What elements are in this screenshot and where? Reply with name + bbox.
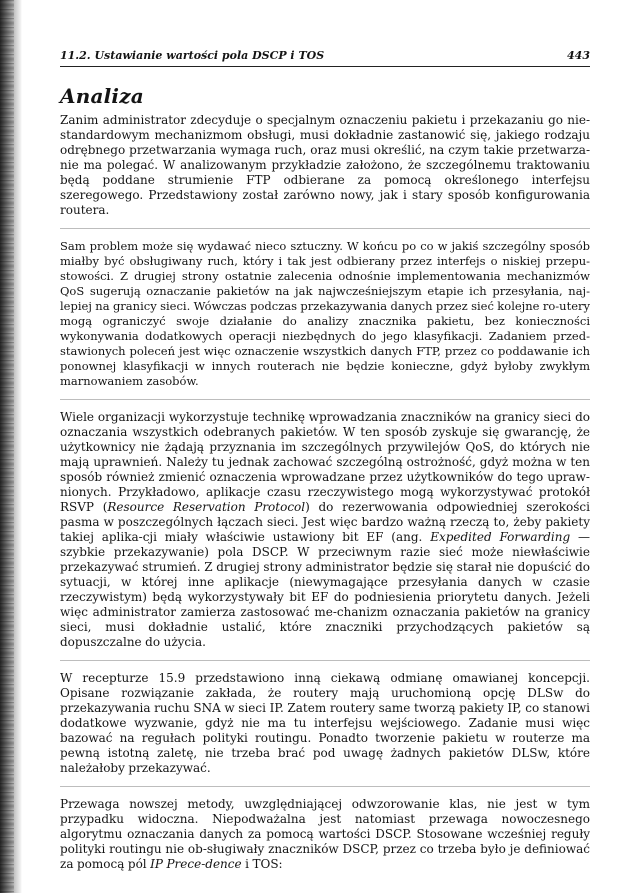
paragraph-dlsw: W recepturze 15.9 przedstawiono inną ciekawą odmianę omawianej koncepcji. Opisane rozwiązanie zakłada, że routery mają uruchomioną opcję DLSw do przekazywania ruchu SNA w sieci IP. Zatem routery same tworzą pakiety IP, co stanowi dodatkowe wyzwanie, gdyż nie ma tu interfejsu wejściowego. Zadanie musi więc bazować na regułach polityki routingu. Ponadto tworzenie pakietu w routerze ma pewną istotną zaletę, nie trzeba brać pod uwagę żadnych pakietów DLSw, które należałoby przekazywać.: [60, 671, 590, 775]
text-run-italic: Resource Reservation Protocol: [107, 500, 306, 514]
paragraph-intro: Zanim administrator zdecyduje o specjalnym oznaczeniu pakietu i przekazaniu go nie-standardowym mechanizmom obsługi, musi dokładnie zastanowić się, jakiego rodzaju odrębnego przetwarzania wymaga ruch, oraz musi określić, na czym takie przetwarza-nie ma polegać. W analizowanym przykładzie założono, że szczególnemu traktowaniu będą poddane strumienie FTP odbierane za pomocą określonego interfejsu szeregowego. Przedstawiony został zarówno nowy, jak i stary sposób konfigurowania routera.: [60, 113, 590, 217]
text-run: i TOS:: [241, 857, 283, 871]
text-run: — szybkie przekazywanie) pola DSCP. W przeciwnym razie sieć może niewłaściwie przekazywać strumień. Z drugiej strony administrator będzie się starał nie dopuścić do sytuacji, w której inne aplikacje (niewymagające przesyłania danych w czasie rzeczywistym) będą wykorzystywały bit EF do podniesienia priorytetu danych. Jeżeli więc administrator zamierza zastosować me-chanizm oznaczania pakietów na granicy sieci, musi dokładnie ustalić, które znaczniki przychodzących pakietów są dopuszczalne do użycia.: [60, 530, 590, 649]
text-run: Wiele organizacji wykorzystuje technikę wprowadzania znaczników na granicy sieci do oznaczania wszystkich odebranych pakietów. W ten sposób zyskuje się gwarancję, że użytkownicy nie żądają przyznania im szczególnych przywilejów QoS, do których nie mają uprawnień. Należy tu jednak zachować szczególną ostrożność, gdyż można w ten sposób również zmienić oznaczenia wprowadzane przez użytkowników do tego upraw-nionych. Przykładowo, aplikacje czasu rzeczywistego mogą wykorzystywać protokół RSVP (: [60, 410, 590, 514]
header-page-number: 443: [567, 49, 590, 62]
paragraph-dscp: [60, 797, 590, 872]
text-run: Przewaga nowszej metody, uwzględniającej odwzorowanie klas, nie jest w tym przypadku widoczna. Niepodważalna jest natomiast przewaga nowoczesnego algorytmu oznaczania danych za pomocą wartości DSCP. Stosowane wcześniej reguły polityki routingu nie ob-sługiwały znaczników DSCP, przez co trzeba było je definiować za pomocą pól: [60, 797, 590, 871]
paragraph-divider: [60, 399, 590, 400]
text-run: ) do rezerwowania odpowiedniej szerokości pasma w poszczególnych łączach sieci. Jest więc bardzo ważną rzeczą to, żeby pakiety takiej aplika-cji miały właściwie ustawiony bit EF (ang.: [60, 500, 590, 544]
paragraph-edge-marking: [60, 410, 590, 650]
section-title: Analiza: [60, 84, 144, 108]
page-body: [60, 113, 590, 872]
paragraph-divider: [60, 660, 590, 661]
text-run-italic: IP Prece-dence: [150, 857, 242, 871]
paragraph-problem: Sam problem może się wydawać nieco sztuczny. W końcu po co w jakiś szczególny sposób miałby być obsługiwany ruch, który i tak jest odbierany przez interfejs o niskiej przepu-stowości. Z drugiej strony ostatnie zalecenia odnośnie implementowania mechanizmów QoS sugerują oznaczanie pakietów na jak najwcześniejszym etapie ich przesyłania, naj-lepiej na granicy sieci. Wówczas podczas przekazywania danych przez sieć kolejne ro-utery mogą ograniczyć swoje działanie do analizy znacznika pakietu, bez konieczności wykonywania dodatkowych operacji niezbędnych do jego klasyfikacji. Zadaniem przed-stawionych poleceń jest więc oznaczenie wszystkich danych FTP, przez co poddawanie ich ponownej klasyfikacji w innych routerach nie będzie konieczne, gdyż byłoby zwykłym marnowaniem zasobów.: [60, 239, 590, 388]
header-chapter-title: 11.2. Ustawianie wartości pola DSCP i TOS: [60, 49, 325, 62]
paragraph-divider: [60, 228, 590, 229]
paragraph-divider: [60, 786, 590, 787]
book-binding-edge: [0, 0, 22, 893]
running-header: [60, 46, 590, 67]
text-run-italic: Expedited Forwarding: [430, 530, 571, 544]
